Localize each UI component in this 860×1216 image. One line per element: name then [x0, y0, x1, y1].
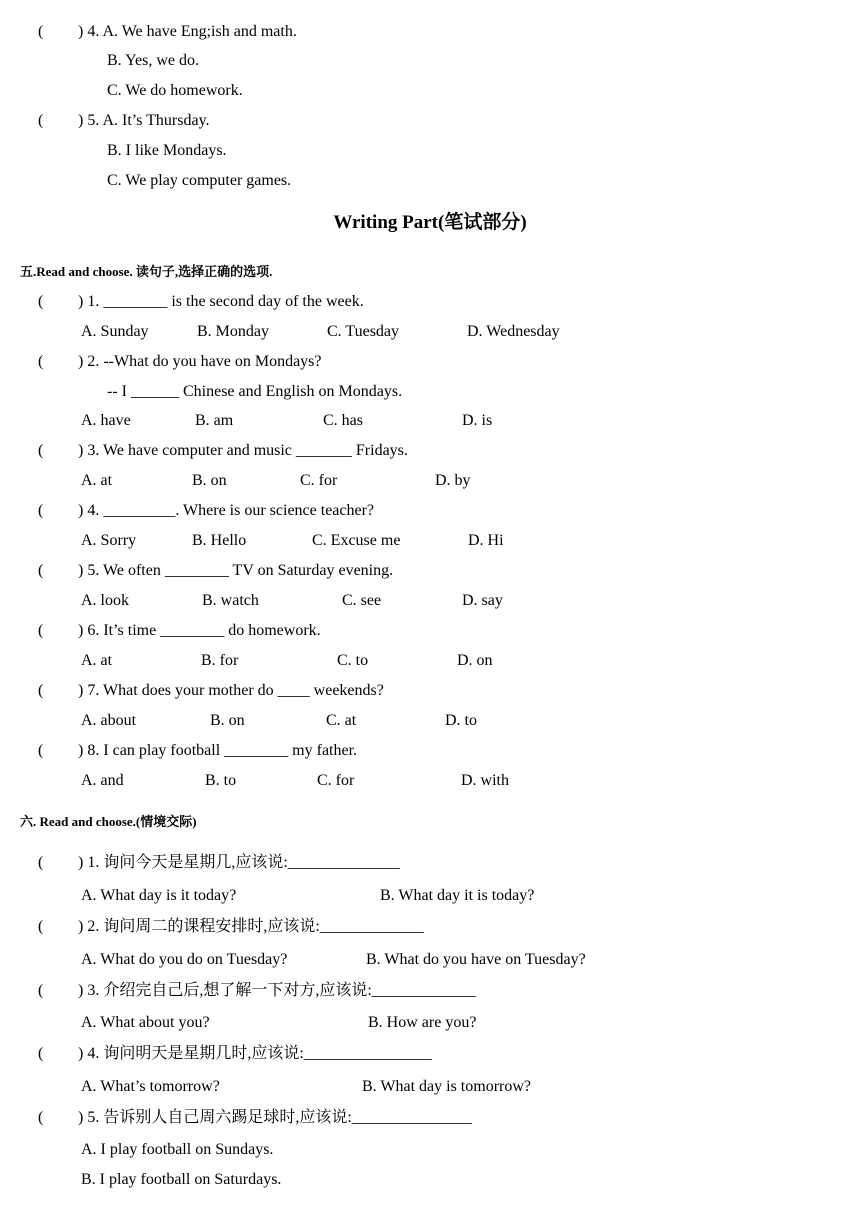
option-a: A. Sorry: [81, 532, 137, 549]
option-b: B. am: [195, 412, 234, 429]
option-b: B. Hello: [192, 532, 247, 549]
section-five-heading: 五.Read and choose. 读句子,选择正确的选项.: [20, 264, 273, 279]
option-d: D. is: [462, 412, 493, 429]
question-stem: ) 1. ________ is the second day of the week.: [78, 293, 364, 310]
option-c: C. for: [300, 472, 338, 489]
option-a: A. What day is it today?: [81, 887, 237, 904]
answer-paren: (: [38, 982, 44, 999]
answer-paren: (: [38, 23, 44, 40]
answer-paren: (: [38, 918, 44, 935]
question-stem: ) 5. We often ________ TV on Saturday evening.: [78, 562, 394, 579]
option-a: A. What about you?: [81, 1014, 210, 1031]
question-stem: ) 6. It’s time ________ do homework.: [78, 622, 321, 639]
answer-paren: (: [38, 622, 44, 639]
answer-paren: (: [38, 112, 44, 129]
option-b: B. What day is tomorrow?: [362, 1078, 532, 1095]
option-a: A. at: [81, 652, 113, 669]
question-stem: ) 4. 询问明天是星期几时,应该说:________________: [78, 1045, 432, 1062]
option-b: B. What do you have on Tuesday?: [366, 951, 586, 968]
option-a: A. at: [81, 472, 113, 489]
option-a: A. What’s tomorrow?: [81, 1078, 220, 1095]
answer-paren: (: [38, 1109, 44, 1126]
question-stem: ) 7. What does your mother do ____ weekends?: [78, 682, 384, 699]
answer-paren: (: [38, 502, 44, 519]
option-d: D. Wednesday: [467, 323, 560, 340]
question-stem: ) 3. We have computer and music _______ Fridays.: [78, 442, 408, 459]
option-b: B. for: [201, 652, 239, 669]
answer-paren: (: [38, 442, 44, 459]
option-d: D. to: [445, 712, 477, 729]
question-stem: ) 8. I can play football ________ my father.: [78, 742, 358, 759]
question-stem: ) 5. A. It’s Thursday.: [78, 112, 210, 129]
answer-paren: (: [38, 353, 44, 370]
option-b: B. Monday: [197, 323, 269, 340]
question-stem: ) 4. _________. Where is our science teacher?: [78, 502, 375, 519]
question-stem: ) 5. 告诉别人自己周六踢足球时,应该说:_______________: [78, 1109, 472, 1126]
question-stem: ) 3. 介绍完自己后,想了解一下对方,应该说:_____________: [78, 982, 476, 999]
option-c: C. to: [337, 652, 369, 669]
answer-paren: (: [38, 293, 44, 310]
question-sub-line: -- I ______ Chinese and English on Mondays.: [107, 383, 403, 400]
answer-paren: (: [38, 742, 44, 759]
option-b: B. on: [210, 712, 245, 729]
question-stem: ) 4. A. We have Eng;ish and math.: [78, 23, 297, 40]
option-b: B. How are you?: [368, 1014, 477, 1031]
writing-part-title: Writing Part(笔试部分): [333, 212, 527, 233]
option-a: A. about: [81, 712, 137, 729]
option-c: C. Tuesday: [327, 323, 400, 340]
option-c: C. has: [323, 412, 363, 429]
option-b: B. Yes, we do.: [107, 52, 200, 69]
option-d: D. by: [435, 472, 471, 489]
section-six-heading: 六. Read and choose.(情境交际): [20, 814, 197, 829]
option-b: B. watch: [202, 592, 259, 609]
option-c: C. see: [342, 592, 382, 609]
answer-paren: (: [38, 682, 44, 699]
option-c: C. We play computer games.: [107, 172, 292, 189]
option-c: C. We do homework.: [107, 82, 243, 99]
option-d: D. with: [461, 772, 509, 789]
option-d: D. on: [457, 652, 493, 669]
answer-paren: (: [38, 854, 44, 871]
option-b: B. What day it is today?: [380, 887, 535, 904]
option-a: A. I play football on Sundays.: [81, 1141, 274, 1158]
question-stem: ) 2. 询问周二的课程安排时,应该说:_____________: [78, 918, 424, 935]
option-c: C. Excuse me: [312, 532, 401, 549]
option-d: D. say: [462, 592, 503, 609]
option-b: B. I like Mondays.: [107, 142, 227, 159]
option-b: B. to: [205, 772, 237, 789]
option-c: C. for: [317, 772, 355, 789]
option-a: A. have: [81, 412, 131, 429]
option-a: A. look: [81, 592, 129, 609]
question-stem: ) 2. --What do you have on Mondays?: [78, 353, 322, 370]
option-c: C. at: [326, 712, 357, 729]
answer-paren: (: [38, 562, 44, 579]
option-a: A. and: [81, 772, 124, 789]
option-b: B. on: [192, 472, 227, 489]
answer-paren: (: [38, 1045, 44, 1062]
option-d: D. Hi: [468, 532, 504, 549]
option-a: A. Sunday: [81, 323, 149, 340]
option-a: A. What do you do on Tuesday?: [81, 951, 288, 968]
option-b: B. I play football on Saturdays.: [81, 1171, 282, 1188]
question-stem: ) 1. 询问今天是星期几,应该说:______________: [78, 854, 400, 871]
